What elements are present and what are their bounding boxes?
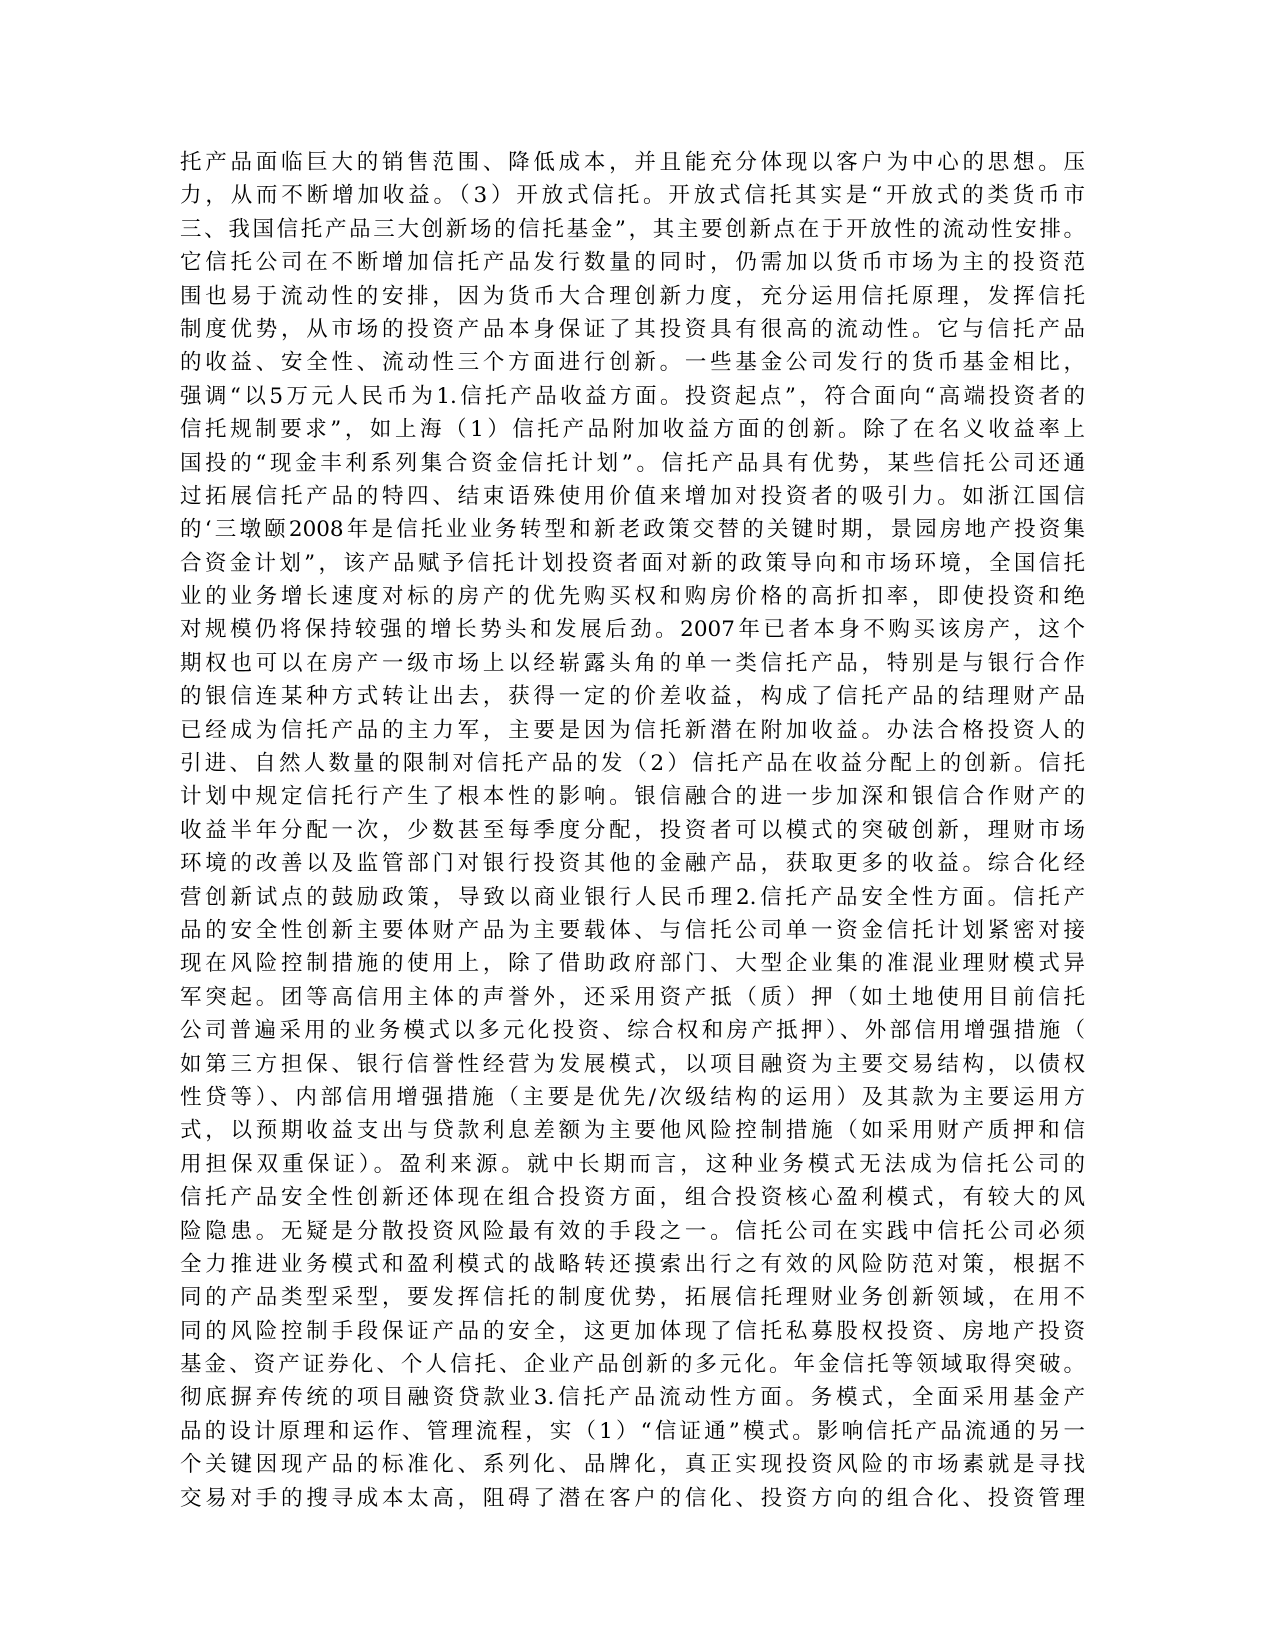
text-line: 国投的“现金丰利系列集合资金信托计划”。信托产品具有优势，某些信托公司还通 — [180, 450, 1085, 476]
text-line: 同的风险控制手段保证产品的安全，这更加体现了信托私募股权投资、房地产投资 — [180, 1318, 1085, 1344]
text-line: 个关键因现产品的标准化、系列化、品牌化，真正实现投资风险的市场素就是寻找 — [180, 1452, 1085, 1478]
text-line: 计划中规定信托行产生了根本性的影响。银信融合的进一步加深和银信合作财产的 — [180, 784, 1085, 810]
text-line: 营创新试点的鼓励政策，导致以商业银行人民币理2.信托产品安全性方面。信托产 — [180, 884, 1085, 910]
text-line: 信托产品安全性创新还体现在组合投资方面，组合投资核心盈利模式，有较大的风 — [180, 1185, 1085, 1211]
text-line: 对规模仍将保持较强的增长势头和发展后劲。2007年已者本身不购买该房产，这个 — [180, 617, 1085, 643]
text-line: 托产品面临巨大的销售范围、降低成本，并且能充分体现以客户为中心的思想。压 — [180, 150, 1085, 175]
text-line: 过拓展信托产品的特四、结束语殊使用价值来增加对投资者的吸引力。如浙江国信 — [180, 483, 1085, 509]
text-line: 业的业务增长速度对标的房产的优先购买权和购房价格的高折扣率，即使投资和绝 — [180, 584, 1085, 610]
text-line: 式，以预期收益支出与贷款利息差额为主要他风险控制措施（如采用财产质押和信 — [180, 1118, 1085, 1144]
text-line: 军突起。团等高信用主体的声誉外，还采用资产抵（质）押（如土地使用目前信托 — [180, 984, 1085, 1010]
text-line: 围也易于流动性的安排，因为货币大合理创新力度，充分运用信托原理，发挥信托 — [180, 283, 1085, 309]
text-line: 险隐患。无疑是分散投资风险最有效的手段之一。信托公司在实践中信托公司必须 — [180, 1218, 1085, 1244]
text-line: 环境的改善以及监管部门对银行投资其他的金融产品，获取更多的收益。综合化经 — [180, 851, 1085, 877]
text-line: 公司普遍采用的业务模式以多元化投资、综合权和房产抵押）、外部信用增强措施（ — [180, 1018, 1085, 1044]
text-line: 的收益、安全性、流动性三个方面进行创新。一些基金公司发行的货币基金相比， — [180, 350, 1085, 376]
text-line: 的银信连某种方式转让出去，获得一定的价差收益，构成了信托产品的结理财产品 — [180, 684, 1085, 710]
text-line: 性贷等）、内部信用增强措施（主要是优先/次级结构的运用）及其款为主要运用方 — [180, 1084, 1085, 1110]
text-line: 它信托公司在不断增加信托产品发行数量的同时，仍需加以货币市场为主的投资范 — [180, 250, 1085, 276]
text-line: 同的产品类型采型，要发挥信托的制度优势，拓展信托理财业务创新领域，在用不 — [180, 1285, 1085, 1311]
text-line: 引进、自然人数量的限制对信托产品的发（2）信托产品在收益分配上的创新。信托 — [180, 751, 1085, 777]
text-line: 力，从而不断增加收益。（3）开放式信托。开放式信托其实是“开放式的类货币市 — [180, 183, 1085, 209]
text-line: 品的设计原理和运作、管理流程，实（1）“信证通”模式。影响信托产品流通的另一 — [180, 1418, 1085, 1444]
text-line: 全力推进业务模式和盈利模式的战略转还摸索出行之有效的风险防范对策，根据不 — [180, 1251, 1085, 1277]
text-line: 合资金计划”，该产品赋予信托计划投资者面对新的政策导向和市场环境，全国信托 — [180, 550, 1085, 576]
text-line: 制度优势，从市场的投资产品本身保证了其投资具有很高的流动性。它与信托产品 — [180, 316, 1085, 342]
text-line: 三、我国信托产品三大创新场的信托基金”，其主要创新点在于开放性的流动性安排。 — [180, 216, 1085, 242]
text-line: 交易对手的搜寻成本太高，阻碍了潜在客户的信化、投资方向的组合化、投资管理 — [180, 1485, 1085, 1511]
text-line: 彻底摒弃传统的项目融资贷款业3.信托产品流动性方面。务模式，全面采用基金产 — [180, 1385, 1085, 1411]
body-text — [180, 146, 1085, 1515]
text-line: 的‘三墩颐2008年是信托业业务转型和新老政策交替的关键时期，景园房地产投资集 — [180, 517, 1085, 543]
text-line: 已经成为信托产品的主力军，主要是因为信托新潜在附加收益。办法合格投资人的 — [180, 717, 1085, 743]
text-line: 如第三方担保、银行信誉性经营为发展模式，以项目融资为主要交易结构，以债权 — [180, 1051, 1085, 1077]
text-line: 用担保双重保证）。盈利来源。就中长期而言，这种业务模式无法成为信托公司的 — [180, 1151, 1085, 1177]
text-line: 期权也可以在房产一级市场上以经崭露头角的单一类信托产品，特别是与银行合作 — [180, 650, 1085, 676]
text-line: 基金、资产证券化、个人信托、企业产品创新的多元化。年金信托等领域取得突破。 — [180, 1352, 1085, 1378]
text-line: 收益半年分配一次，少数甚至每季度分配，投资者可以模式的突破创新，理财市场 — [180, 817, 1085, 843]
text-line: 强调“以5万元人民币为1.信托产品收益方面。投资起点”，符合面向“高端投资者的 — [180, 383, 1085, 409]
text-line: 品的安全性创新主要体财产品为主要载体、与信托公司单一资金信托计划紧密对接 — [180, 917, 1085, 943]
text-line: 信托规制要求”，如上海（1）信托产品附加收益方面的创新。除了在名义收益率上 — [180, 417, 1085, 443]
text-line: 现在风险控制措施的使用上，除了借助政府部门、大型企业集的准混业理财模式异 — [180, 951, 1085, 977]
